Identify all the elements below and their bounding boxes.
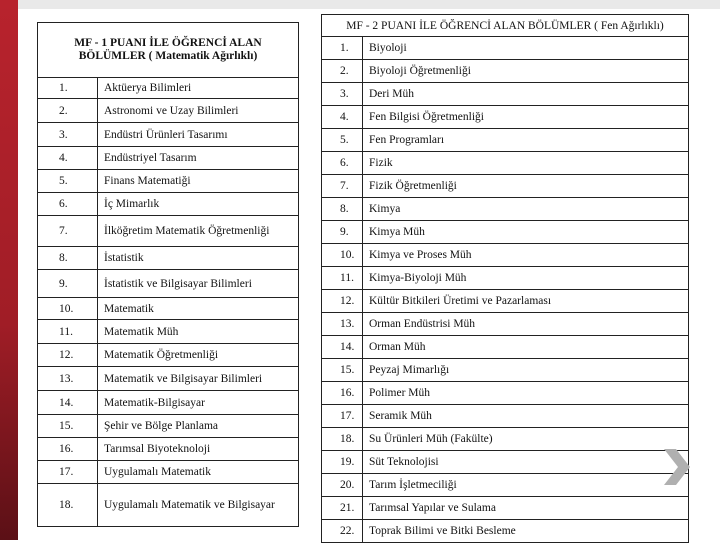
row-number: 17.	[322, 405, 363, 428]
row-number: 6.	[322, 152, 363, 175]
row-number: 3.	[38, 123, 98, 147]
row-number: 7.	[38, 216, 98, 247]
mf1-row	[38, 247, 299, 270]
mf2-row	[322, 428, 689, 451]
chevron-right-icon[interactable]	[662, 449, 690, 485]
department-name: Uygulamalı Matematik	[98, 461, 299, 484]
mf1-row	[38, 170, 299, 193]
department-name: Tarım İşletmeciliği	[363, 474, 689, 497]
row-number: 8.	[322, 198, 363, 221]
department-name: Endüstri Ürünleri Tasarımı	[98, 123, 299, 147]
mf1-row	[38, 484, 299, 527]
department-name: Toprak Bilimi ve Bitki Besleme	[363, 520, 689, 543]
mf2-row	[322, 221, 689, 244]
mf2-row	[322, 152, 689, 175]
mf2-row	[322, 497, 689, 520]
mf1-row	[38, 99, 299, 123]
row-number: 10.	[38, 298, 98, 320]
row-number: 21.	[322, 497, 363, 520]
mf2-table	[321, 14, 689, 543]
department-name: Kültür Bitkileri Üretimi ve Pazarlaması	[363, 290, 689, 313]
mf2-row	[322, 451, 689, 474]
department-name: Deri Müh	[363, 83, 689, 106]
mf2-row	[322, 520, 689, 543]
mf1-row	[38, 298, 299, 320]
row-number: 2.	[38, 99, 98, 123]
row-number: 13.	[322, 313, 363, 336]
department-name: Finans Matematiği	[98, 170, 299, 193]
department-name: Uygulamalı Matematik ve Bilgisayar	[98, 484, 299, 527]
department-name: Endüstriyel Tasarım	[98, 147, 299, 170]
department-name: Tarımsal Biyoteknoloji	[98, 438, 299, 461]
department-name: Matematik Müh	[98, 320, 299, 344]
mf1-table-title: MF - 1 PUANI İLE ÖĞRENCİ ALAN BÖLÜMLER ( Matematik Ağırlıklı)	[38, 23, 299, 78]
department-name: Biyoloji Öğretmenliği	[363, 60, 689, 83]
left-accent-stripe	[0, 0, 18, 540]
department-name: Fizik	[363, 152, 689, 175]
mf1-row	[38, 78, 299, 99]
mf2-row	[322, 474, 689, 497]
department-name: Kimya Müh	[363, 221, 689, 244]
mf2-row	[322, 336, 689, 359]
mf2-row	[322, 313, 689, 336]
mf1-row	[38, 438, 299, 461]
department-name: Aktüerya Bilimleri	[98, 78, 299, 99]
row-number: 1.	[322, 37, 363, 60]
mf2-row	[322, 129, 689, 152]
row-number: 4.	[38, 147, 98, 170]
mf1-row	[38, 123, 299, 147]
row-number: 8.	[38, 247, 98, 270]
mf1-row	[38, 270, 299, 298]
mf1-row	[38, 367, 299, 391]
department-name: Şehir ve Bölge Planlama	[98, 415, 299, 438]
row-number: 6.	[38, 193, 98, 216]
mf2-row	[322, 359, 689, 382]
row-number: 9.	[38, 270, 98, 298]
row-number: 5.	[38, 170, 98, 193]
mf1-row	[38, 415, 299, 438]
department-name: Tarımsal Yapılar ve Sulama	[363, 497, 689, 520]
department-name: Matematik Öğretmenliği	[98, 344, 299, 367]
row-number: 20.	[322, 474, 363, 497]
mf2-row	[322, 290, 689, 313]
mf2-row	[322, 175, 689, 198]
row-number: 9.	[322, 221, 363, 244]
mf2-row	[322, 382, 689, 405]
row-number: 1.	[38, 78, 98, 99]
department-name: İstatistik	[98, 247, 299, 270]
row-number: 5.	[322, 129, 363, 152]
row-number: 11.	[322, 267, 363, 290]
row-number: 2.	[322, 60, 363, 83]
row-number: 16.	[322, 382, 363, 405]
row-number: 3.	[322, 83, 363, 106]
mf1-row	[38, 320, 299, 344]
row-number: 7.	[322, 175, 363, 198]
row-number: 18.	[38, 484, 98, 527]
department-name: Fen Programları	[363, 129, 689, 152]
department-name: Fizik Öğretmenliği	[363, 175, 689, 198]
department-name: Kimya	[363, 198, 689, 221]
department-name: Su Ürünleri Müh (Fakülte)	[363, 428, 689, 451]
row-number: 10.	[322, 244, 363, 267]
row-number: 15.	[322, 359, 363, 382]
department-name: Biyoloji	[363, 37, 689, 60]
mf2-row	[322, 405, 689, 428]
top-bar	[0, 0, 720, 9]
mf2-row	[322, 83, 689, 106]
department-name: Peyzaj Mimarlığı	[363, 359, 689, 382]
department-name: Süt Teknolojisi	[363, 451, 689, 474]
mf2-row	[322, 267, 689, 290]
row-number: 22.	[322, 520, 363, 543]
department-name: Orman Endüstrisi Müh	[363, 313, 689, 336]
department-name: Orman Müh	[363, 336, 689, 359]
mf1-row	[38, 461, 299, 484]
row-number: 4.	[322, 106, 363, 129]
mf1-row	[38, 344, 299, 367]
row-number: 12.	[322, 290, 363, 313]
department-name: Matematik ve Bilgisayar Bilimleri	[98, 367, 299, 391]
row-number: 16.	[38, 438, 98, 461]
department-name: Matematik	[98, 298, 299, 320]
mf2-row	[322, 198, 689, 221]
department-name: Fen Bilgisi Öğretmenliği	[363, 106, 689, 129]
row-number: 15.	[38, 415, 98, 438]
department-name: İstatistik ve Bilgisayar Bilimleri	[98, 270, 299, 298]
department-name: Astronomi ve Uzay Bilimleri	[98, 99, 299, 123]
mf1-table	[37, 22, 299, 527]
row-number: 14.	[322, 336, 363, 359]
department-name: Polimer Müh	[363, 382, 689, 405]
mf2-row	[322, 37, 689, 60]
department-name: İlköğretim Matematik Öğretmenliği	[98, 216, 299, 247]
mf2-row	[322, 60, 689, 83]
mf2-table-title: MF - 2 PUANI İLE ÖĞRENCİ ALAN BÖLÜMLER ( Fen Ağırlıklı)	[322, 15, 689, 37]
mf1-row	[38, 391, 299, 415]
row-number: 13.	[38, 367, 98, 391]
row-number: 12.	[38, 344, 98, 367]
mf1-row	[38, 193, 299, 216]
department-name: Matematik-Bilgisayar	[98, 391, 299, 415]
row-number: 11.	[38, 320, 98, 344]
department-name: Kimya ve Proses Müh	[363, 244, 689, 267]
row-number: 19.	[322, 451, 363, 474]
department-name: İç Mimarlık	[98, 193, 299, 216]
mf2-row	[322, 244, 689, 267]
row-number: 17.	[38, 461, 98, 484]
mf1-row	[38, 216, 299, 247]
mf2-row	[322, 106, 689, 129]
mf1-row	[38, 147, 299, 170]
row-number: 14.	[38, 391, 98, 415]
department-name: Kimya-Biyoloji Müh	[363, 267, 689, 290]
department-name: Seramik Müh	[363, 405, 689, 428]
row-number: 18.	[322, 428, 363, 451]
